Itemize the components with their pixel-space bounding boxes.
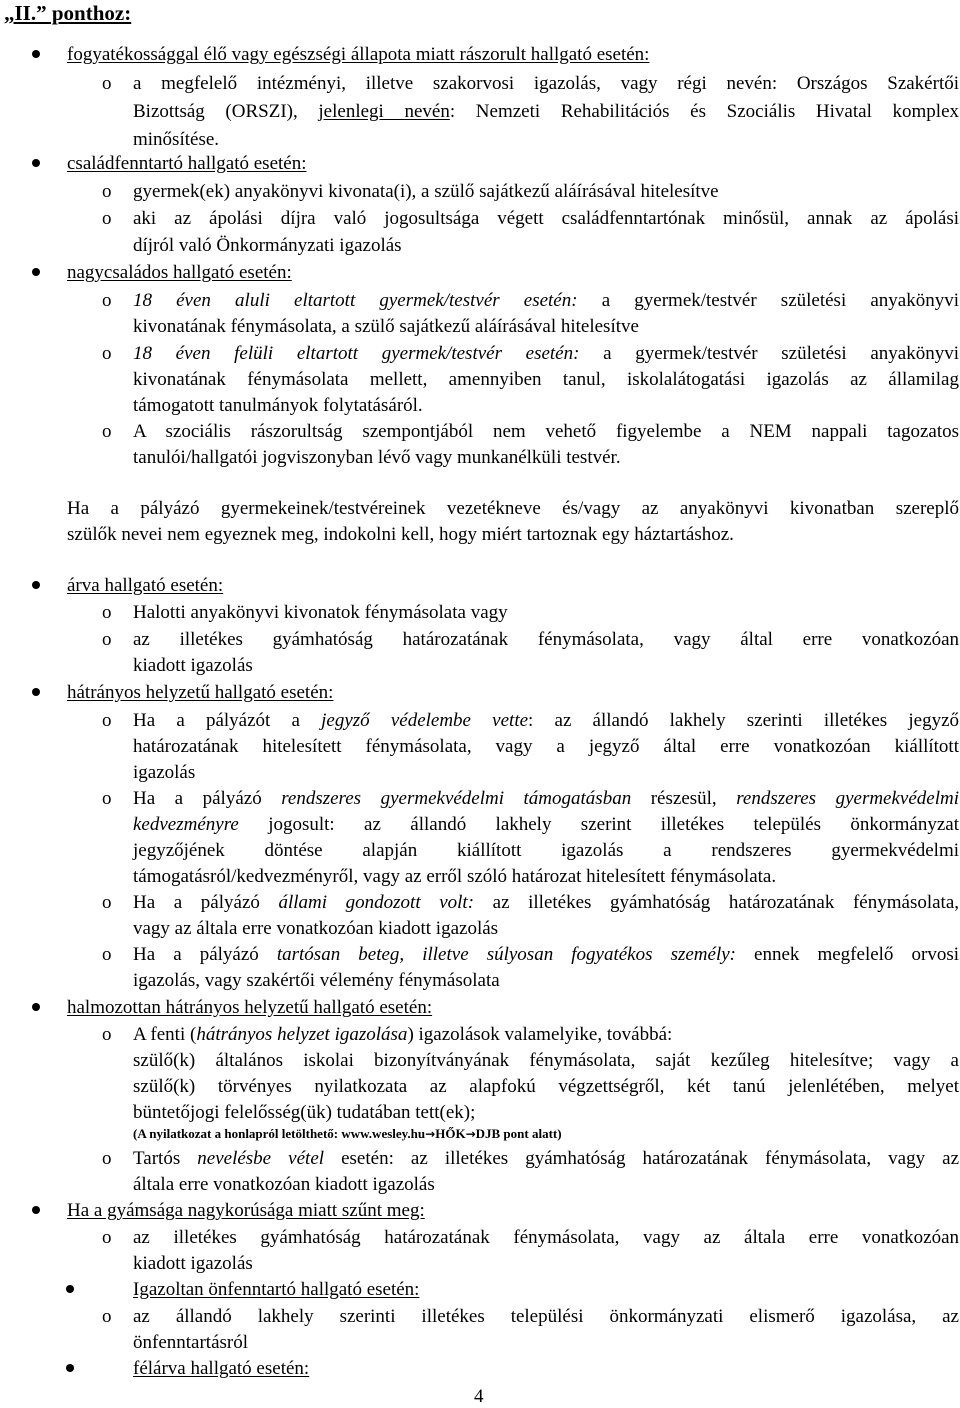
s3-o3-l2: tanulói/hallgatói jogviszonyban lévő vagy munkanélküli testvér.	[133, 447, 621, 468]
s6-note: (A nyilatkozat a honlapról letölthető: www.wesley.hu→HŐK→DJB pont alatt)	[133, 1126, 562, 1141]
s5-o2-l1: Ha a pályázó rendszeres gyermekvédelmi támogatásban részesül, rendszeres gyermekvédelmi	[133, 788, 960, 809]
o-marker: o	[102, 421, 112, 442]
o-marker: o	[102, 892, 112, 913]
o-marker: o	[102, 710, 112, 731]
bullet	[32, 581, 40, 589]
o-marker: o	[102, 1227, 112, 1248]
o-marker: o	[102, 343, 112, 364]
s3-o1-l1: 18 éven aluli eltartott gyermek/testvér esetén: a gyermek/testvér születési anyakönyvi	[133, 290, 960, 311]
o-marker: o	[102, 181, 112, 202]
bullet	[66, 1285, 74, 1293]
s6-o1-l1: A fenti (hátrányos helyzet igazolása) igazolások valamelyike, továbbá:	[133, 1024, 673, 1045]
s2-o2-l2: díjról való Önkormányzati igazolás	[133, 235, 402, 256]
o-marker: o	[102, 1024, 112, 1045]
para-l2: szülők nevei nem egyeznek meg, indokolni kell, hogy miért tartoznak egy háztartáshoz.	[67, 524, 734, 545]
s4-o2-l1: az illetékes gyámhatóság határozatának fénymásolata, vagy által erre vonatkozóan	[133, 629, 959, 650]
s8-o1-l1: az állandó lakhely szerinti illetékes települési önkormányzati elismerő igazolása, az	[133, 1306, 959, 1327]
s2-o2-l1: aki az ápolási díjra való jogosultsága végett családfenntartónak minősül, annak az ápolási	[133, 208, 959, 229]
o-marker: o	[102, 602, 112, 623]
o-marker: o	[102, 290, 112, 311]
s6-title: halmozottan hátrányos helyzetű hallgató esetén:	[67, 997, 433, 1018]
s6-o2-l2: általa erre vonatkozóan kiadott igazolás	[133, 1174, 435, 1195]
s3-o1-l2: kivonatának fénymásolata, a szülő sajátkezű aláírásával hitelesítve	[133, 316, 639, 337]
s3-title: nagycsaládos hallgató esetén:	[67, 262, 292, 283]
s1-title: fogyatékossággal élő vagy egészségi állapota miatt rászorult hallgató esetén:	[67, 44, 650, 65]
s4-o1: Halotti anyakönyvi kivonatok fénymásolata vagy	[133, 602, 508, 623]
s3-o2-l2: kivonatának fénymásolata mellett, amennyiben tanul, iskolalátogatási igazolás az államilag	[133, 369, 959, 390]
s3-o3-l1: A szociális rászorultság szempontjából nem vehető figyelembe a NEM nappali tagozatos	[133, 421, 959, 442]
bullet	[32, 268, 40, 276]
s7-o1-l1: az illetékes gyámhatóság határozatának fénymásolata, vagy az általa erre vonatkozóan	[133, 1227, 959, 1248]
s3-o2-l3: támogatott tanulmányok folytatásáról.	[133, 395, 423, 416]
bullet	[66, 1364, 74, 1372]
s9-title: félárva hallgató esetén:	[133, 1358, 310, 1379]
s1-o1-l1: a megfelelő intézményi, illetve szakorvosi igazolás, vagy régi nevén: Országos Szakértői	[133, 73, 959, 94]
o-marker: o	[102, 1148, 112, 1169]
s6-o1-l3: szülő(k) törvényes nyilatkozata az alapfokú végzettségről, két tanú jelenlétében, melyet	[133, 1076, 959, 1097]
arrow-right-icon: →	[425, 1127, 436, 1141]
s5-o3-l1: Ha a pályázó állami gondozott volt: az illetékes gyámhatóság határozatának fénymásolata,	[133, 892, 960, 913]
page-number: 4	[474, 1386, 484, 1407]
para-l1: Ha a pályázó gyermekeinek/testvéreinek vezetékneve és/vagy az anyakönyvi kivonatban szereplő	[67, 498, 959, 519]
s6-o1-l4: büntetőjogi felelősség(ük) tudatában tett(ek);	[133, 1102, 476, 1123]
bullet	[32, 688, 40, 696]
s8-o1-l2: önfenntartásról	[133, 1332, 249, 1353]
s1-o1-l2: Bizottság (ORSZI), jelenlegi nevén: Nemzeti Rehabilitációs és Szociális Hivatal komplex	[133, 101, 960, 122]
o-marker: o	[102, 629, 112, 650]
bullet	[32, 1206, 40, 1214]
s8-title: Igazoltan önfenntartó hallgató esetén:	[133, 1279, 420, 1300]
bullet	[32, 1003, 40, 1011]
o-marker: o	[102, 944, 112, 965]
o-marker: o	[102, 788, 112, 809]
s6-o1-l2: szülő(k) általános iskolai bizonyítványának fénymásolata, saját kezűleg hitelesítve; vagy a	[133, 1050, 959, 1071]
s5-o1-l3: igazolás	[133, 762, 196, 783]
s5-o1-l2: határozatának hitelesített fénymásolata, vagy a jegyző által erre vonatkozóan kiállított	[133, 736, 959, 757]
s7-title: Ha a gyámsága nagykorúsága miatt szűnt meg:	[67, 1200, 425, 1221]
o-marker: o	[102, 208, 112, 229]
s5-o2-l4: támogatásról/kedvezményről, vagy az erről szóló határozat hitelesített fénymásolata.	[133, 866, 777, 887]
o-marker: o	[102, 1306, 112, 1327]
s5-title: hátrányos helyzetű hallgató esetén:	[67, 682, 334, 703]
s5-o2-l2: kedvezményre jogosult: az állandó lakhely szerint illetékes település önkormányzat	[133, 814, 960, 835]
bullet	[32, 50, 40, 58]
s6-o2-l1: Tartós nevelésbe vétel esetén: az illetékes gyámhatóság határozatának fénymásolata, vagy az	[133, 1148, 960, 1169]
arrow-right-icon: →	[465, 1127, 476, 1141]
bullet	[32, 159, 40, 167]
s5-o3-l2: vagy az általa erre vonatkozóan kiadott igazolás	[133, 918, 499, 939]
s5-o4-l1: Ha a pályázó tartósan beteg, illetve súlyosan fogyatékos személy: ennek megfelelő orvosi	[133, 944, 959, 965]
s2-o1: gyermek(ek) anyakönyvi kivonata(i), a szülő sajátkezű aláírásával hitelesítve	[133, 181, 719, 202]
s7-o1-l2: kiadott igazolás	[133, 1253, 253, 1274]
s4-o2-l2: kiadott igazolás	[133, 655, 253, 676]
s4-title: árva hallgató esetén:	[67, 575, 224, 596]
s1-o1-l3: minősítése.	[133, 129, 220, 150]
s5-o2-l3: jegyzőjének döntése alapján kiállított igazolás a rendszeres gyermekvédelmi	[133, 840, 959, 861]
section-heading: „II.” ponthoz:	[4, 1, 132, 25]
s5-o4-l2: igazolás, vagy szakértői vélemény fénymásolata	[133, 970, 500, 991]
s5-o1-l1: Ha a pályázót a jegyző védelembe vette: az állandó lakhely szerinti illetékes jegyző	[133, 710, 960, 731]
s3-o2-l1: 18 éven felüli eltartott gyermek/testvér esetén: a gyermek/testvér születési anyakönyvi	[133, 343, 960, 364]
s2-title: családfenntartó hallgató esetén:	[67, 153, 307, 174]
o-marker: o	[102, 73, 112, 94]
